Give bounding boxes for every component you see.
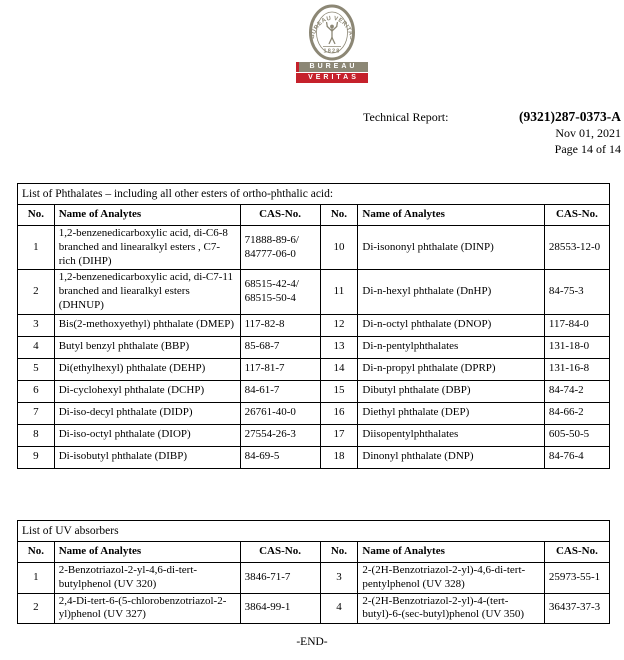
cas-no: 27554-26-3 xyxy=(240,424,320,446)
analyte-no: 11 xyxy=(320,270,358,314)
technical-report-label: Technical Report: xyxy=(363,110,449,124)
analyte-no: 2 xyxy=(18,270,55,314)
col-header-cas-no: CAS-No. xyxy=(544,205,609,226)
page-indicator: Page 14 of 14 xyxy=(554,142,621,156)
bureau-veritas-logo xyxy=(296,4,368,83)
table-row xyxy=(18,380,610,402)
col-header-analyte-no: No. xyxy=(320,542,358,563)
cas-no: 84-75-3 xyxy=(544,270,609,314)
table-title-row xyxy=(18,521,610,542)
table-header-row xyxy=(18,542,610,563)
report-header xyxy=(363,109,621,157)
analyte-name: Di-n-propyl phthalate (DPRP) xyxy=(358,358,544,380)
cas-no: 84-69-5 xyxy=(240,446,320,468)
analyte-no: 12 xyxy=(320,314,358,336)
analyte-name: 2-Benzotriazol-2-yl-4,6-di-tert-butylphenol (UV 320) xyxy=(54,563,240,594)
analyte-name: Butyl benzyl phthalate (BBP) xyxy=(54,336,240,358)
analyte-no: 14 xyxy=(320,358,358,380)
table-row xyxy=(18,336,610,358)
col-header-cas-no: CAS-No. xyxy=(544,542,609,563)
table-row xyxy=(18,226,610,270)
table-row xyxy=(18,358,610,380)
cas-no: 84-76-4 xyxy=(544,446,609,468)
cas-no: 71888-89-6/ 84777-06-0 xyxy=(240,226,320,270)
analyte-no: 2 xyxy=(18,593,55,624)
col-header-analyte-name: Name of Analytes xyxy=(54,542,240,563)
col-header-cas-no: CAS-No. xyxy=(240,205,320,226)
cas-no: 3846-71-7 xyxy=(240,563,320,594)
bureau-veritas-emblem-icon xyxy=(301,4,363,61)
analyte-name: 2-(2H-Benzotriazol-2-yl)-4,6-di-tert-pentylphenol (UV 328) xyxy=(358,563,544,594)
col-header-analyte-no: No. xyxy=(18,542,55,563)
table-row xyxy=(18,270,610,314)
analyte-name: Diethyl phthalate (DEP) xyxy=(358,402,544,424)
analyte-no: 18 xyxy=(320,446,358,468)
analyte-name: Dinonyl phthalate (DNP) xyxy=(358,446,544,468)
analyte-no: 8 xyxy=(18,424,55,446)
cas-no: 68515-42-4/ 68515-50-4 xyxy=(240,270,320,314)
cas-no: 117-82-8 xyxy=(240,314,320,336)
emblem-figure-icon xyxy=(327,23,338,44)
table-row xyxy=(18,563,610,594)
analyte-no: 1 xyxy=(18,563,55,594)
analyte-name: Di-n-hexyl phthalate (DnHP) xyxy=(358,270,544,314)
report-number: (9321)287-0373-A xyxy=(519,109,621,124)
analyte-name: Di-iso-decyl phthalate (DIDP) xyxy=(54,402,240,424)
cas-no: 131-18-0 xyxy=(544,336,609,358)
analyte-no: 15 xyxy=(320,380,358,402)
col-header-analyte-no: No. xyxy=(18,205,55,226)
table-row xyxy=(18,593,610,624)
cas-no: 84-66-2 xyxy=(544,402,609,424)
analyte-no: 4 xyxy=(320,593,358,624)
table-title-row xyxy=(18,184,610,205)
phthalates-table xyxy=(17,183,610,469)
col-header-analyte-name: Name of Analytes xyxy=(358,542,544,563)
end-mark: -END- xyxy=(296,636,328,648)
cas-no: 84-61-7 xyxy=(240,380,320,402)
analyte-no: 4 xyxy=(18,336,55,358)
table-row xyxy=(18,424,610,446)
report-date: Nov 01, 2021 xyxy=(555,126,621,140)
analyte-no: 13 xyxy=(320,336,358,358)
analyte-no: 17 xyxy=(320,424,358,446)
cas-no: 117-84-0 xyxy=(544,314,609,336)
analyte-name: 2,4-Di-tert-6-(5-chlorobenzotriazol-2-yl)phenol (UV 327) xyxy=(54,593,240,624)
table-title: List of UV absorbers xyxy=(18,521,610,542)
table-title: List of Phthalates – including all other esters of ortho-phthalic acid: xyxy=(18,184,610,205)
emblem-year: 1828 xyxy=(323,48,341,55)
analyte-name: 2-(2H-Benzotriazol-2-yl)-4-(tert-butyl)-6-(sec-butyl)phenol (UV 350) xyxy=(358,593,544,624)
table-row xyxy=(18,314,610,336)
analyte-name: Di-isobutyl phthalate (DIBP) xyxy=(54,446,240,468)
uv-absorbers-table xyxy=(17,520,610,624)
cas-no: 605-50-5 xyxy=(544,424,609,446)
logo-bar-veritas: VERITAS xyxy=(296,73,368,83)
analyte-no: 5 xyxy=(18,358,55,380)
analyte-no: 10 xyxy=(320,226,358,270)
analyte-name: 1,2-benzenedicarboxylic acid, di-C6-8 branched and linearalkyl esters , C7-rich (DIHP) xyxy=(54,226,240,270)
logo-bar-bureau: BUREAU xyxy=(296,62,368,72)
analyte-name: Di-iso-octyl phthalate (DIOP) xyxy=(54,424,240,446)
analyte-no: 7 xyxy=(18,402,55,424)
analyte-name: 1,2-benzenedicarboxylic acid, di-C7-11 branched and liearalkyl esters (DHNUP) xyxy=(54,270,240,314)
cas-no: 28553-12-0 xyxy=(544,226,609,270)
analyte-name: Bis(2-methoxyethyl) phthalate (DMEP) xyxy=(54,314,240,336)
cas-no: 131-16-8 xyxy=(544,358,609,380)
table-header-row xyxy=(18,205,610,226)
col-header-analyte-name: Name of Analytes xyxy=(54,205,240,226)
emblem-arc-text: BUREAU VERITAS xyxy=(309,15,355,41)
analyte-name: Dibutyl phthalate (DBP) xyxy=(358,380,544,402)
cas-no: 3864-99-1 xyxy=(240,593,320,624)
table-row xyxy=(18,402,610,424)
analyte-name: Di-isononyl phthalate (DINP) xyxy=(358,226,544,270)
col-header-cas-no: CAS-No. xyxy=(240,542,320,563)
analyte-name: Di-n-pentylphthalates xyxy=(358,336,544,358)
col-header-analyte-name: Name of Analytes xyxy=(358,205,544,226)
analyte-no: 1 xyxy=(18,226,55,270)
analyte-name: Di-n-octyl phthalate (DNOP) xyxy=(358,314,544,336)
cas-no: 85-68-7 xyxy=(240,336,320,358)
col-header-analyte-no: No. xyxy=(320,205,358,226)
analyte-no: 3 xyxy=(320,563,358,594)
cas-no: 117-81-7 xyxy=(240,358,320,380)
analyte-name: Di-cyclohexyl phthalate (DCHP) xyxy=(54,380,240,402)
cas-no: 36437-37-3 xyxy=(544,593,609,624)
cas-no: 26761-40-0 xyxy=(240,402,320,424)
cas-no: 84-74-2 xyxy=(544,380,609,402)
analyte-name: Diisopentylphthalates xyxy=(358,424,544,446)
analyte-name: Di(ethylhexyl) phthalate (DEHP) xyxy=(54,358,240,380)
analyte-no: 16 xyxy=(320,402,358,424)
cas-no: 25973-55-1 xyxy=(544,563,609,594)
analyte-no: 6 xyxy=(18,380,55,402)
analyte-no: 3 xyxy=(18,314,55,336)
analyte-no: 9 xyxy=(18,446,55,468)
table-row xyxy=(18,446,610,468)
